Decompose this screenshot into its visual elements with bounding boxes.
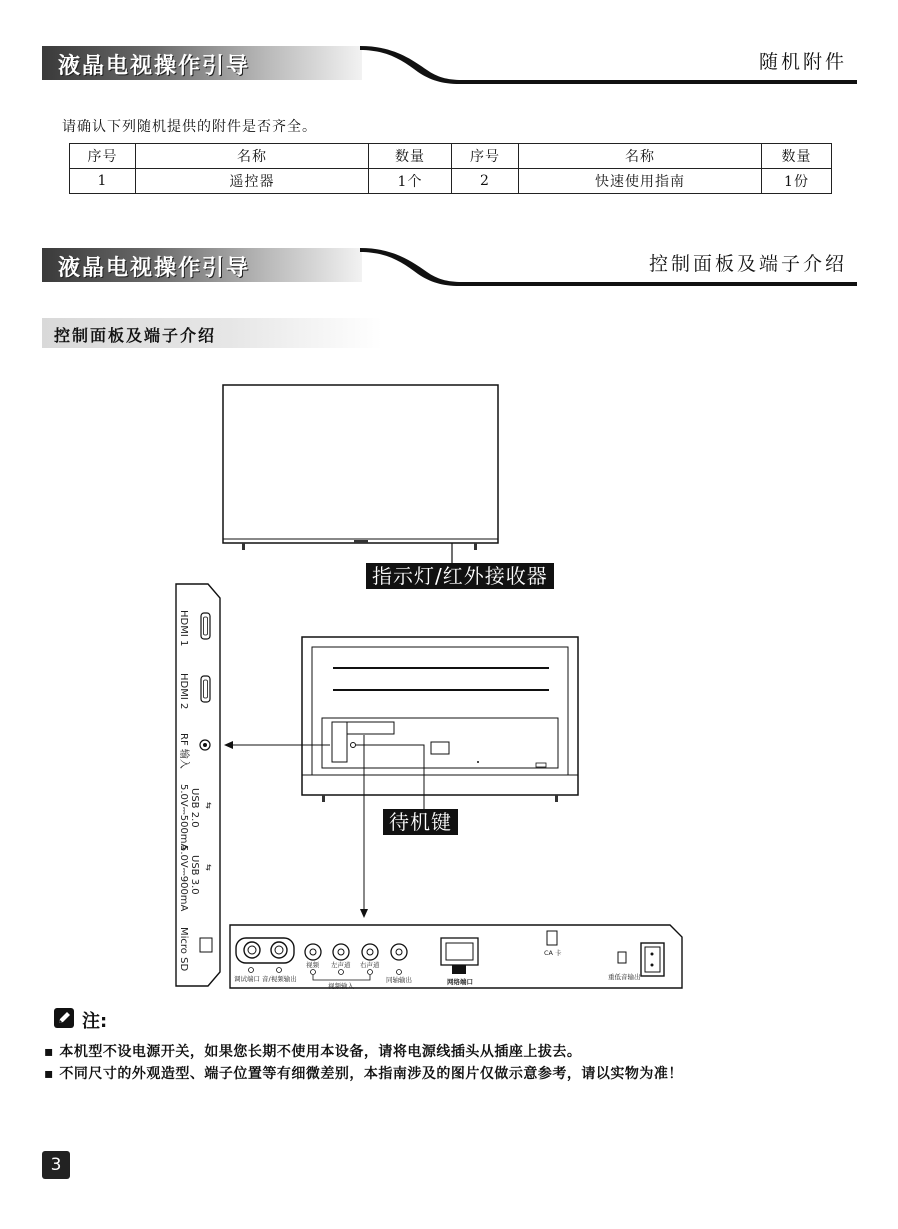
table-header-cell: 序号 xyxy=(452,144,519,169)
table-cell: 1 xyxy=(70,169,136,194)
table-header-cell: 序号 xyxy=(70,144,136,169)
label-video: 视频 xyxy=(306,961,319,969)
label-coax: 同轴输出 xyxy=(386,976,412,984)
page-number: 3 xyxy=(42,1151,70,1179)
label-right-audio: 右声道 xyxy=(360,961,380,969)
table-header-cell: 数量 xyxy=(762,144,832,169)
section-banner-accessories xyxy=(42,44,857,90)
table-header-cell: 名称 xyxy=(136,144,369,169)
note-line: ▪ 本机型不设电源开关，如果您长期不使用本设备，请将电源线插头从插座上拔去。 xyxy=(44,1044,582,1060)
table-cell: 2 xyxy=(452,169,519,194)
table-cell: 遥控器 xyxy=(136,169,369,194)
pencil-icon xyxy=(54,1008,74,1028)
label-av-out: 音/视频输出 xyxy=(262,975,297,983)
tv-rear-illustration xyxy=(302,637,578,802)
table-header-cell: 数量 xyxy=(369,144,452,169)
label-debug: 调试端口 xyxy=(234,975,260,983)
label-left-audio: 左声道 xyxy=(331,961,351,969)
banner-right-label: 控制面板及端子介绍 xyxy=(648,253,847,275)
label-sub-out: 重低音输出 xyxy=(608,973,641,981)
note-line: ▪ 不同尺寸的外观造型、端子位置等有细微差别，本指南涉及的图片仅做示意参考，请以实物为准！ xyxy=(44,1066,683,1082)
tv-front-illustration xyxy=(223,385,498,566)
section-banner-control-panel xyxy=(42,246,857,292)
table-cell: 1份 xyxy=(762,169,832,194)
sub-heading: 控制面板及端子介绍 xyxy=(54,326,217,345)
label-usb2: USB 2.0 xyxy=(189,788,200,828)
label-rf: RF 输入 xyxy=(178,733,189,769)
svg-text:⇆: ⇆ xyxy=(204,802,213,809)
label-usb2-power: 5.0V⎓500mA xyxy=(178,784,189,851)
table-cell: 1个 xyxy=(369,169,452,194)
banner-title: 液晶电视操作引导 xyxy=(58,256,251,281)
table-header-cell: 名称 xyxy=(519,144,762,169)
accessories-table xyxy=(69,143,832,194)
callout-indicator: 指示灯/红外接收器 xyxy=(366,563,554,589)
label-hdmi2: HDMI 2 xyxy=(178,673,189,710)
callout-standby: 待机键 xyxy=(383,809,458,835)
table-cell: 快速使用指南 xyxy=(519,169,762,194)
label-video-input: 视频输入 xyxy=(328,982,354,990)
banner-title: 液晶电视操作引导 xyxy=(58,54,251,79)
tv-diagram xyxy=(0,370,898,1000)
label-usb3: USB 3.0 xyxy=(189,855,200,895)
table-header-row xyxy=(70,144,832,169)
banner-right-label: 随机附件 xyxy=(758,51,847,73)
svg-text:⇆: ⇆ xyxy=(204,864,213,871)
label-hdmi1: HDMI 1 xyxy=(178,610,189,647)
label-usb3-power: 5.0V⎓900mA xyxy=(178,845,189,912)
label-network: 网络端口 xyxy=(447,978,473,986)
table-row xyxy=(70,169,832,194)
note-title: 注: xyxy=(82,1011,108,1032)
intro-text: 请确认下列随机提供的附件是否齐全。 xyxy=(62,119,317,135)
label-microsd: Micro SD xyxy=(178,927,189,972)
label-ca: CA 卡 xyxy=(544,949,562,957)
sub-heading-bar xyxy=(42,318,382,348)
